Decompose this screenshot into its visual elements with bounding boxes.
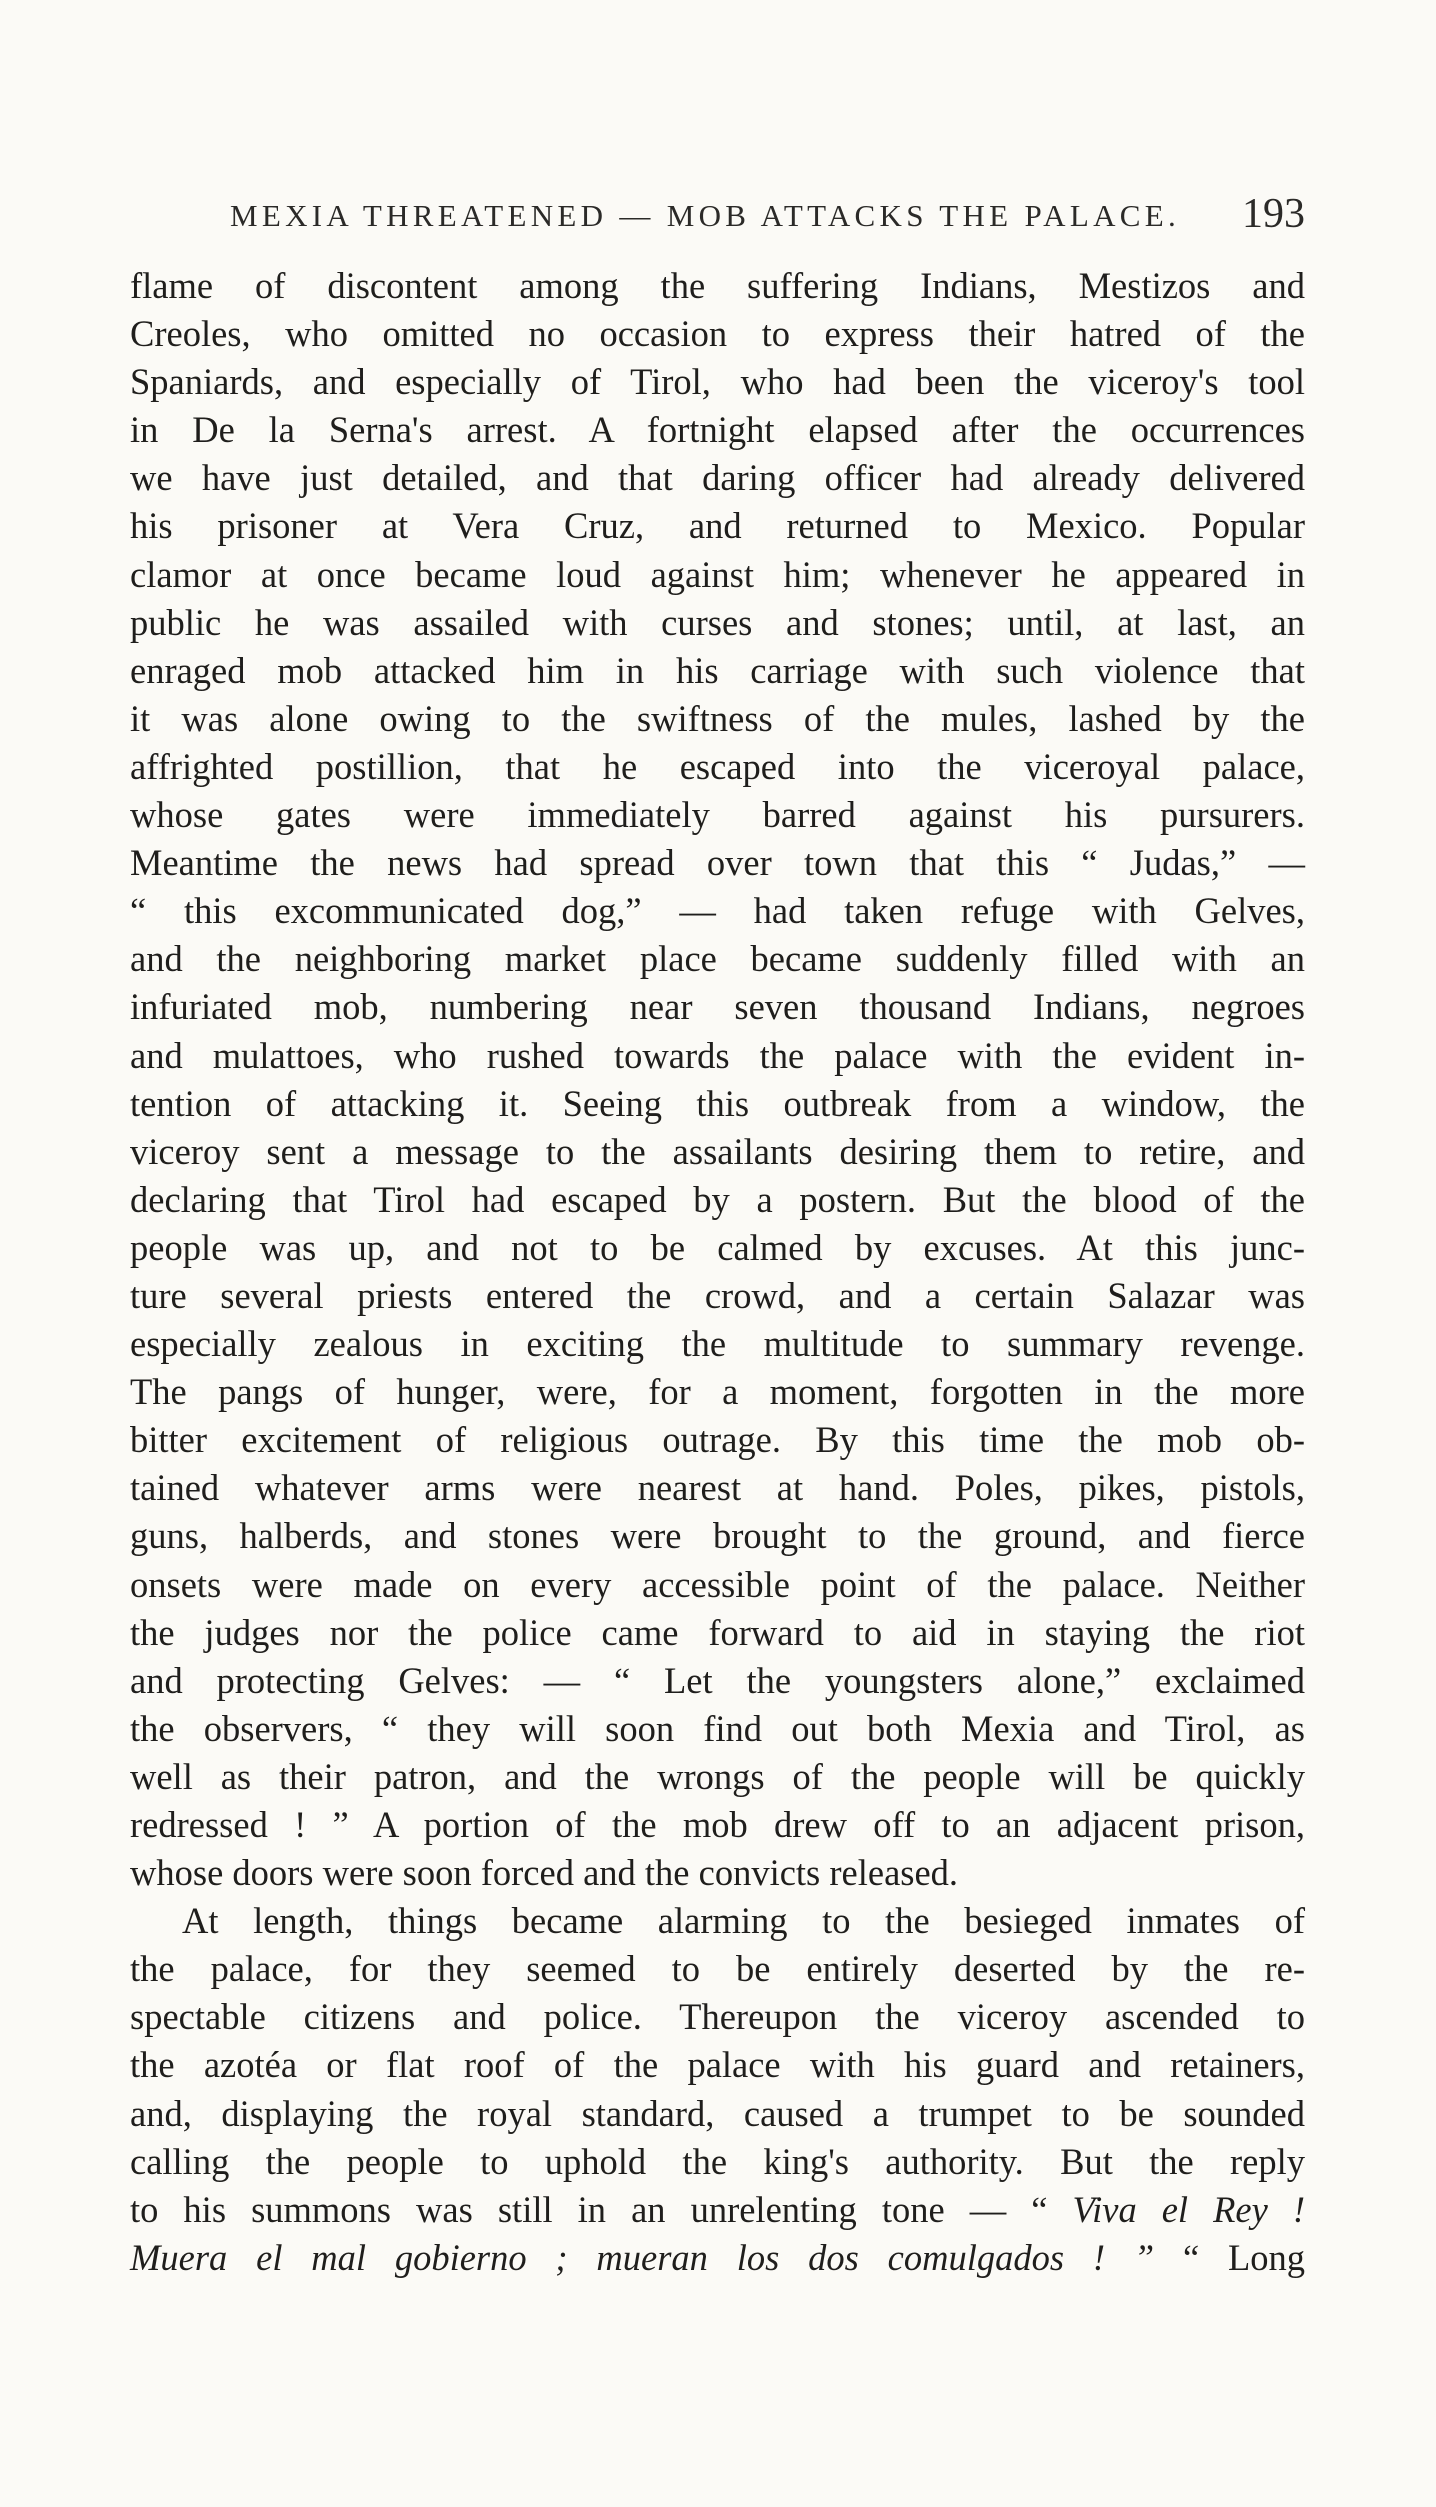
text-segment: “ Long [1182,2236,1305,2278]
text-line: Creoles, who omitted no occasion to express their hatred of the [130,313,1305,355]
text-line: and the neighboring market place became suddenly filled with an [130,938,1305,980]
text-line: and, displaying the royal standard, caused a trumpet to be sounded [130,2092,1305,2134]
text-line: especially zealous in exciting the multitude to summary revenge. [130,1323,1305,1365]
text-line: At length, things became alarming to the besieged inmates of [182,1900,1305,1942]
text-line-mixed [130,2234,1305,2282]
text-segment: to his summons was still in an unrelenting tone — “ [130,2188,1048,2230]
text-line: ture several priests entered the crowd, and a certain Salazar was [130,1274,1305,1316]
text-line: declaring that Tirol had escaped by a postern. But the blood of the [130,1178,1305,1220]
text-line: and protecting Gelves: — “ Let the youngsters alone,” exclaimed [130,1659,1305,1701]
text-line: spectable citizens and police. Thereupon the viceroy ascended to [130,1996,1305,2038]
text-line: people was up, and not to be calmed by excuses. At this junc- [130,1226,1305,1268]
text-line: infuriated mob, numbering near seven thousand Indians, negroes [130,986,1305,1028]
text-line: the palace, for they seemed to be entirely deserted by the re- [130,1948,1305,1990]
text-line: whose gates were immediately barred against his pursurers. [130,794,1305,836]
text-line: viceroy sent a message to the assailants desiring them to retire, and [130,1130,1305,1172]
text-line: flame of discontent among the suffering Indians, Mestizos and [130,265,1305,306]
text-line: whose doors were soon forced and the convicts released. [130,1852,959,1894]
text-line: tention of attacking it. Seeing this outbreak from a window, the [130,1082,1305,1124]
body-text [130,262,1305,2282]
text-line: Spaniards, and especially of Tirol, who had been the viceroy's tool [130,361,1305,403]
text-line: tained whatever arms were nearest at hand. Poles, pikes, pistols, [130,1467,1305,1509]
text-line: bitter excitement of religious outrage. By this time the mob ob- [130,1419,1305,1461]
text-line: guns, halberds, and stones were brought to the ground, and fierce [130,1515,1305,1557]
text-line: “ this excommunicated dog,” — had taken refuge with Gelves, [130,890,1305,932]
text-line: and mulattoes, who rushed towards the palace with the evident in- [130,1034,1305,1076]
text-line: affrighted postillion, that he escaped into the viceroyal palace, [130,745,1305,787]
text-line: enraged mob attacked him in his carriage with such violence that [130,649,1305,691]
running-head-title: MEXIA THREATENED — MOB ATTACKS THE PALACE. [230,198,1181,233]
text-line: calling the people to uphold the king's authority. But the reply [130,2140,1305,2182]
text-line: we have just detailed, and that daring officer had already delivered [130,457,1305,499]
text-line: the observers, “ they will soon find out both Mexia and Tirol, as [130,1707,1305,1749]
text-line: The pangs of hunger, were, for a moment, forgotten in the more [130,1371,1305,1413]
page-number: 193 [1242,191,1305,237]
text-line: public he was assailed with curses and stones; until, at last, an [130,601,1305,643]
italic-segment: Muera el mal gobierno ; mueran los dos comulgados ! ” [130,2236,1155,2278]
text-line: onsets were made on every accessible point of the palace. Neither [130,1563,1305,1605]
text-line: clamor at once became loud against him; whenever he appeared in [130,553,1305,595]
running-head [130,190,1305,240]
text-line: well as their patron, and the wrongs of the people will be quickly [130,1755,1305,1797]
text-line: the judges nor the police came forward to aid in staying the riot [130,1611,1305,1653]
text-line-mixed [130,2186,1305,2234]
text-line: his prisoner at Vera Cruz, and returned to Mexico. Popular [130,505,1305,547]
text-line: the azotéa or flat roof of the palace with his guard and retainers, [130,2044,1305,2086]
text-line: it was alone owing to the swiftness of the mules, lashed by the [130,697,1305,739]
text-line: in De la Serna's arrest. A fortnight elapsed after the occurrences [130,409,1305,451]
italic-segment: Viva el Rey ! [1072,2188,1306,2230]
text-line: redressed ! ” A portion of the mob drew off to an adjacent prison, [130,1804,1305,1845]
text-line: Meantime the news had spread over town that this “ Judas,” — [130,842,1305,884]
